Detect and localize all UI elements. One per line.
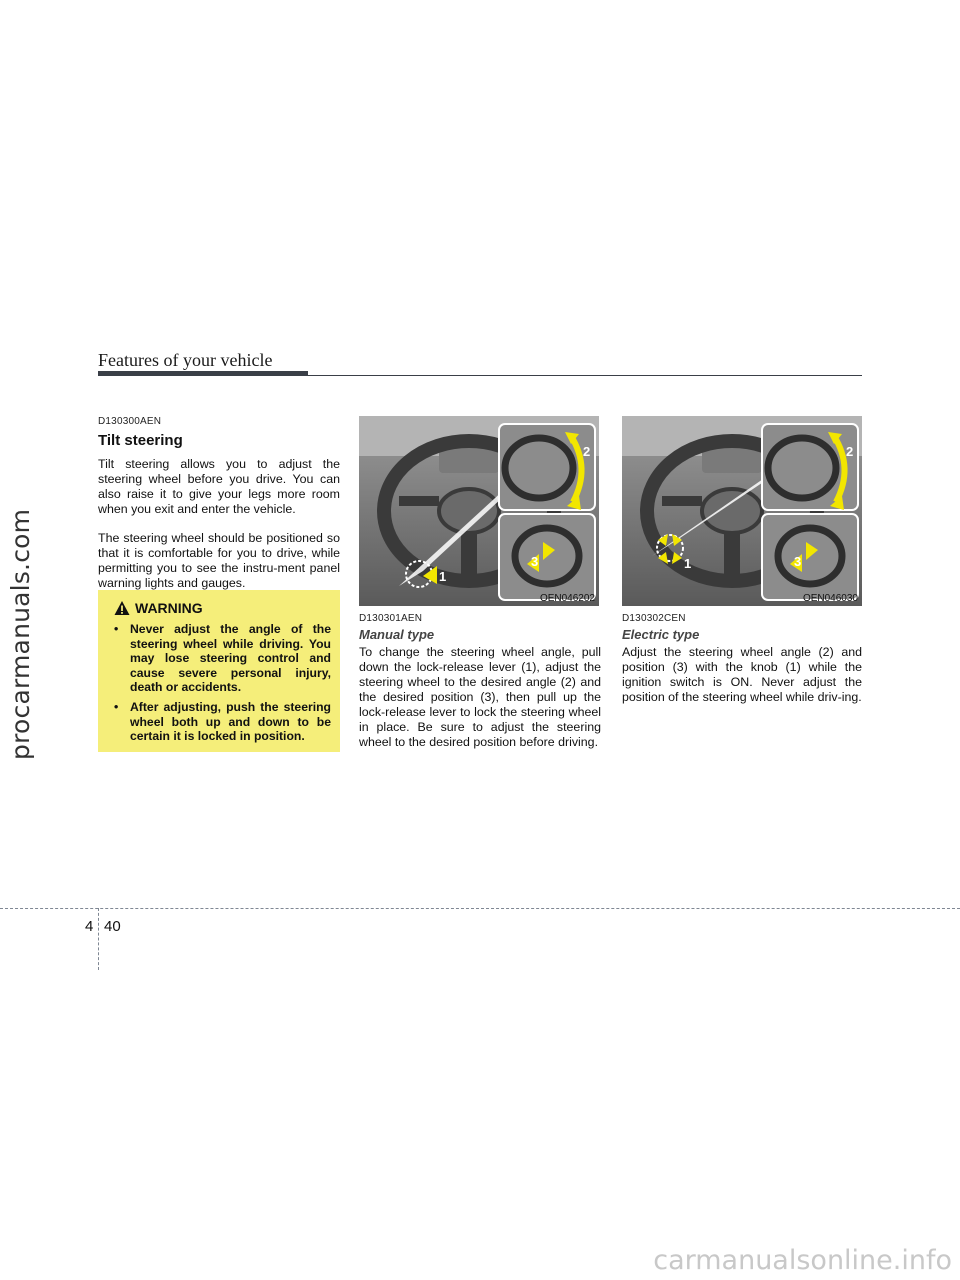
callout-1: 1	[439, 569, 447, 584]
page-number: 40	[104, 918, 121, 935]
figure-manual-tilt	[359, 416, 599, 606]
warning-title: WARNING	[135, 600, 203, 616]
section-heading: Tilt steering	[98, 432, 183, 449]
steering-wheel-illustration	[622, 416, 862, 606]
side-watermark: procarmanuals.com	[6, 508, 35, 760]
callout-2: 2	[583, 444, 591, 459]
electric-type-text: Adjust the steering wheel angle (2) and position (3) with the knob (1) while the ignition switch is ON. Never adjust the position of the steering wheel while driv-ing.	[622, 645, 862, 704]
section-code: D130300AEN	[98, 416, 162, 427]
intro-paragraph-2: The steering wheel should be positioned so that it is comfortable for you to drive, while permitting you to see the instru-ment panel warning lights and gauges.	[98, 531, 340, 590]
figure-code: OEN046030	[802, 593, 858, 604]
electric-type-section	[622, 613, 862, 705]
section-code: D130302CEN	[622, 613, 686, 624]
callout-3: 3	[794, 554, 802, 569]
callout-2: 2	[846, 444, 854, 459]
intro-section	[98, 416, 340, 591]
warning-triangle-icon	[114, 600, 130, 616]
figure-code: OEN046202	[539, 593, 595, 604]
warning-item: • Never adjust the angle of the steering wheel while driving. You may lose steering control and cause severe personal injury, death or accidents.	[110, 622, 331, 695]
chapter-number: 4	[85, 918, 94, 935]
warning-item: • After adjusting, push the steering wheel both up and down to be certain it is locked in position.	[110, 700, 331, 744]
header-rule	[98, 375, 862, 376]
callout-3: 3	[531, 554, 539, 569]
page-header-title: Features of your vehicle	[98, 350, 273, 370]
bottom-watermark: carmanualsonline.info	[653, 1245, 952, 1276]
subsection-heading: Electric type	[622, 627, 700, 642]
warning-list	[110, 622, 331, 744]
callout-1: 1	[684, 556, 692, 571]
intro-paragraph-1: Tilt steering allows you to adjust the steering wheel before you drive. You can also raise it to give your legs more room when you exit and enter the vehicle.	[98, 457, 340, 516]
figure-electric-tilt	[622, 416, 862, 606]
section-code: D130301AEN	[359, 613, 423, 624]
footer-rule	[0, 908, 960, 909]
steering-wheel-illustration	[359, 416, 599, 606]
warning-header	[114, 600, 331, 616]
manual-type-section	[359, 613, 601, 750]
warning-box	[98, 590, 340, 752]
footer-divider	[98, 908, 99, 970]
manual-type-text: To change the steering wheel angle, pull down the lock-release lever (1), adjust the steering wheel to the desired angle (2) and the desired position (3), then pull up the lock-release lever to lock the steering wheel in place. Be sure to adjust the steering wheel to the desired position before driving.	[359, 645, 601, 749]
subsection-heading: Manual type	[359, 627, 435, 642]
